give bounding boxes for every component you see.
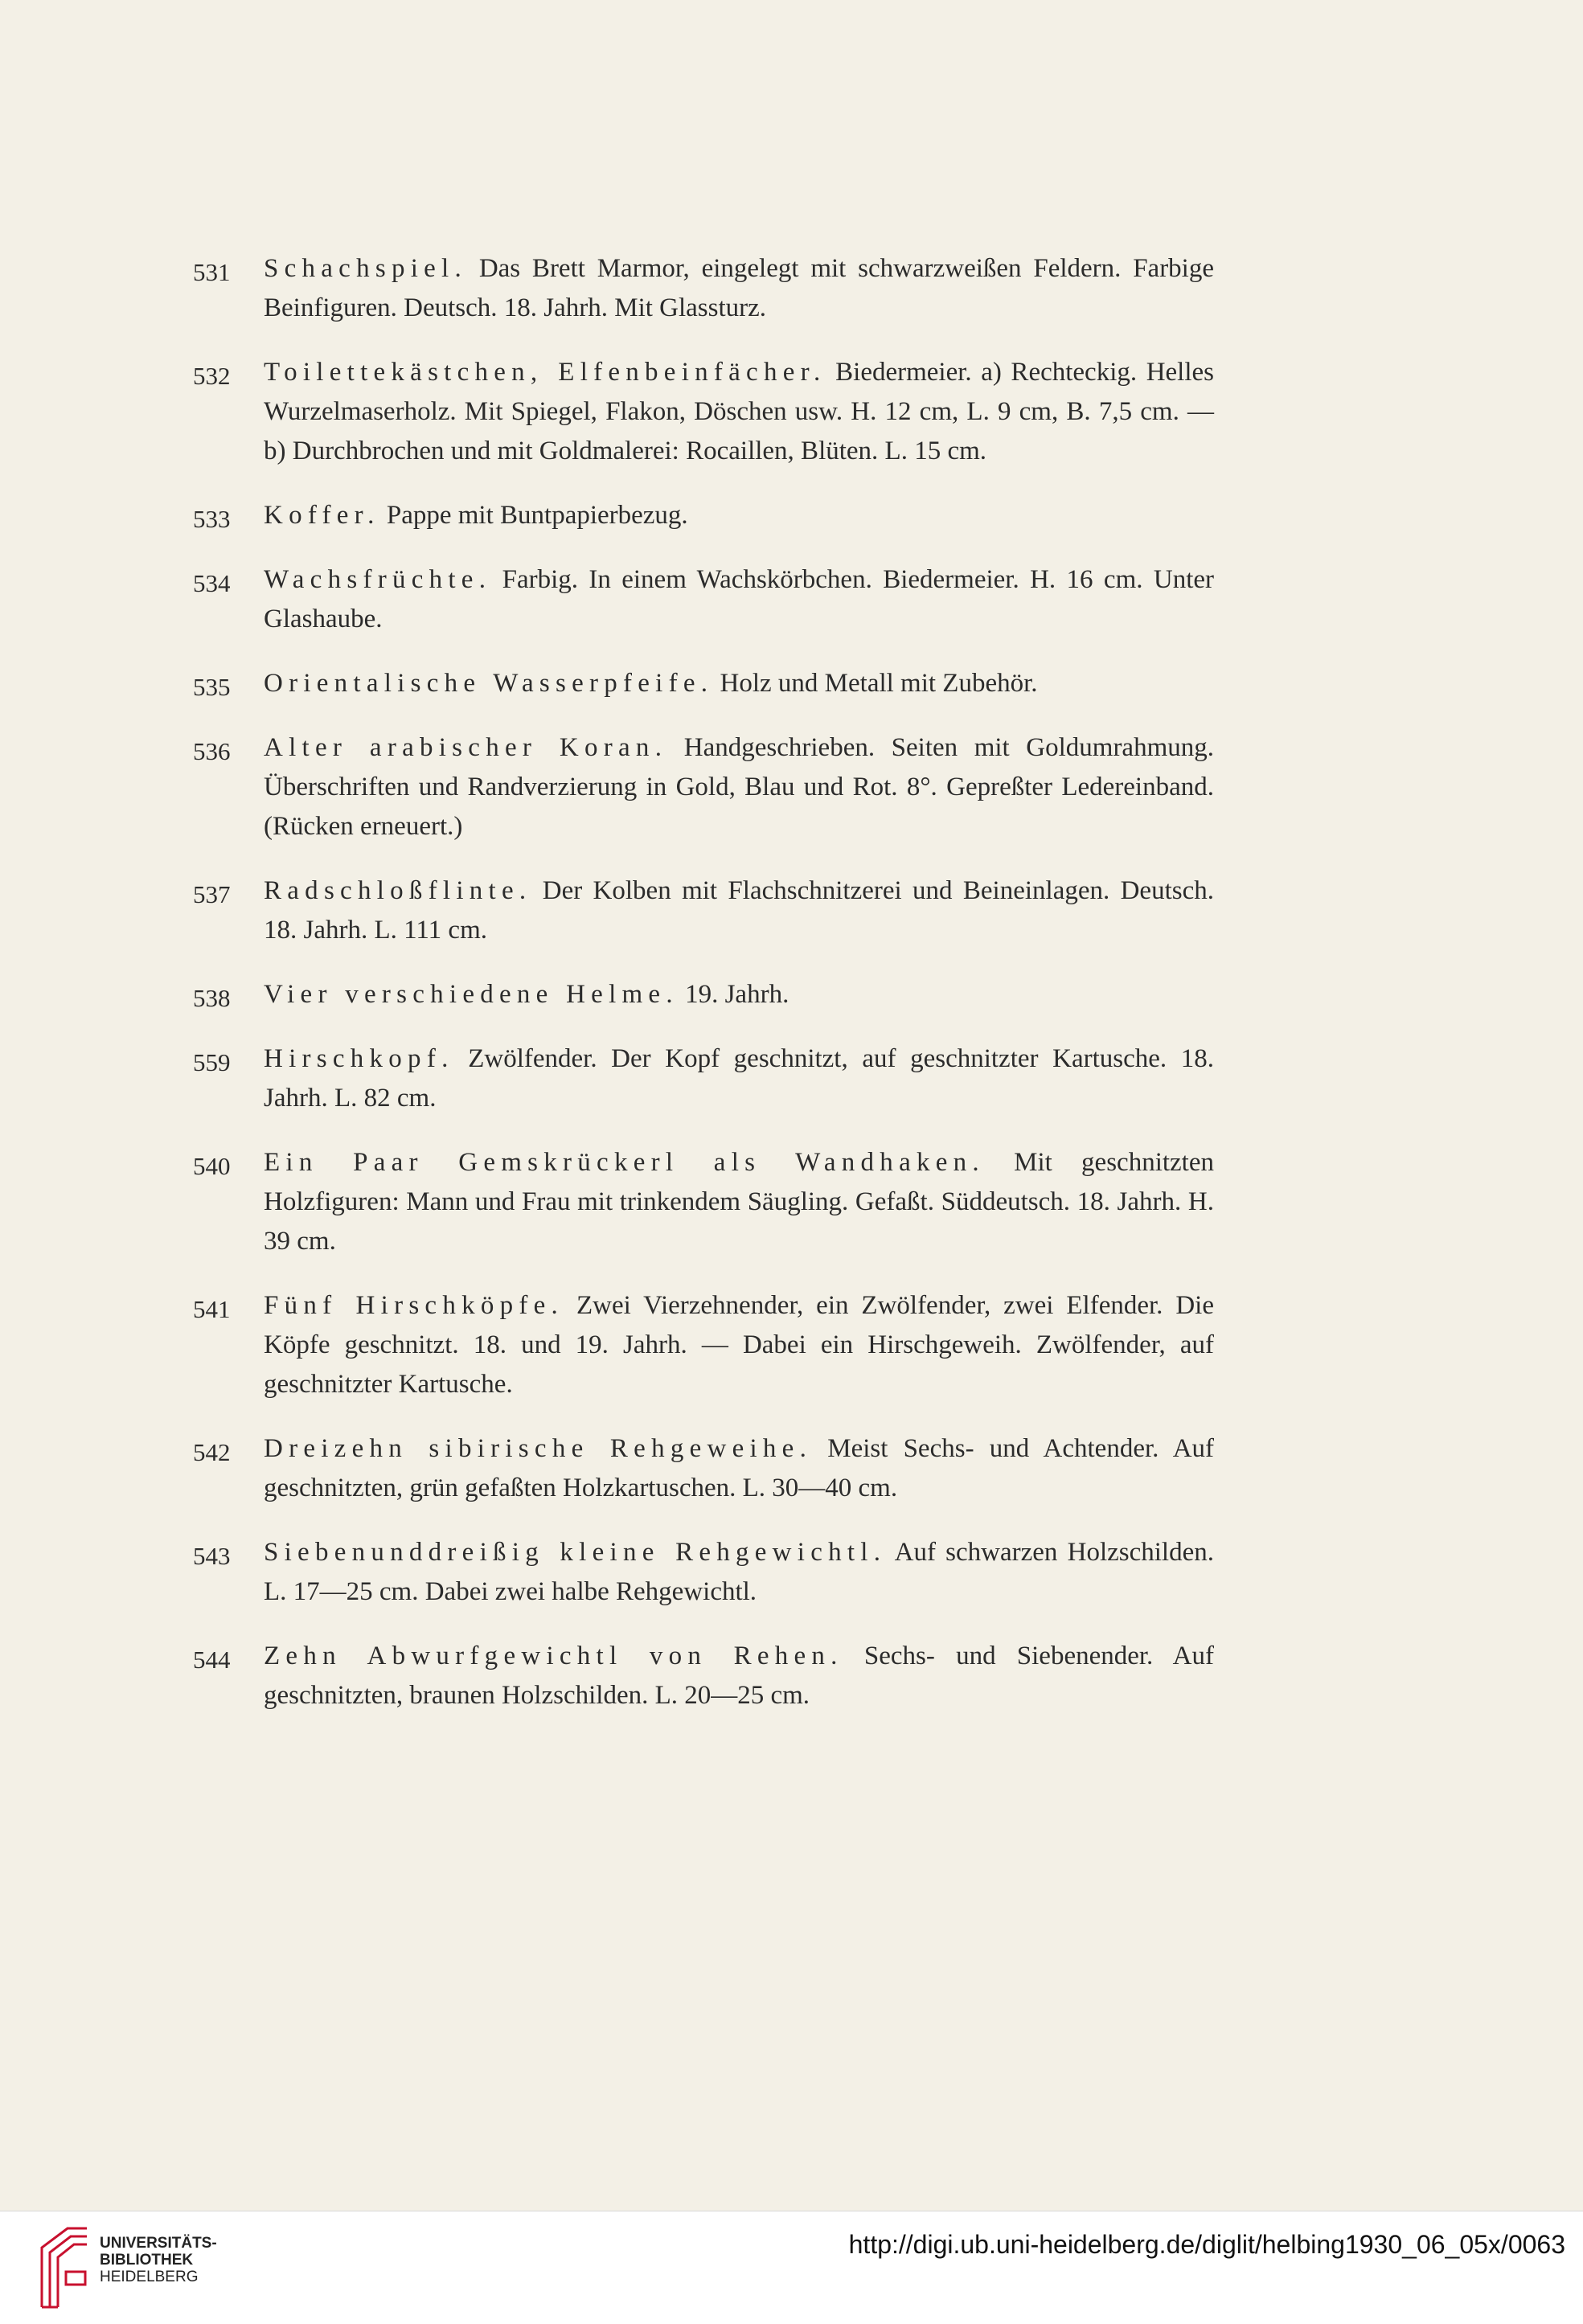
entry-number: 531 bbox=[193, 258, 231, 286]
catalog-entry bbox=[193, 1429, 1214, 1508]
entry-title: Siebenunddreißig kleine Rehgewichtl. bbox=[264, 1538, 887, 1567]
entry-number: 534 bbox=[193, 569, 231, 597]
catalog-entry bbox=[193, 1533, 1214, 1612]
entry-title: Zehn Abwurfgewichtl von Rehen. bbox=[264, 1642, 843, 1670]
entry-description: Das Brett Marmor, eingelegt mit schwarzweißen Feldern. Farbige Beinfiguren. Deutsch. 18. Jahrh. Mit Glassturz. bbox=[264, 254, 1214, 322]
entry-description: Biedermeier. a) Rechteckig. Helles Wurzelmaserholz. Mit Spiegel, Flakon, Döschen usw. H. 12 cm, L. 9 cm, B. 7,5 cm. — b) Durchbrochen und mit Goldmalerei: Rocaillen, Blüten. L. 15 cm. bbox=[264, 358, 1214, 465]
entry-title: Hirschkopf. bbox=[264, 1044, 454, 1073]
entry-description: Holz und Metall mit Zubehör. bbox=[720, 669, 1038, 698]
library-name bbox=[100, 2235, 217, 2285]
catalog-entry bbox=[193, 1637, 1214, 1715]
entry-number: 540 bbox=[193, 1152, 231, 1180]
entry-title: Vier verschiedene Helme. bbox=[264, 980, 679, 1009]
catalog-entry bbox=[193, 249, 1214, 328]
entry-title: Ein Paar Gemskrückerl als Wandhaken. bbox=[264, 1148, 985, 1177]
catalog-entry bbox=[193, 1039, 1214, 1118]
entry-title: Toilettekästchen, Elfenbeinfächer. bbox=[264, 358, 826, 387]
entry-list bbox=[193, 249, 1214, 1715]
entry-number: 559 bbox=[193, 1048, 231, 1076]
catalog-entry bbox=[193, 871, 1214, 950]
entry-description: Mit geschnitzten Holzfiguren: Mann und Frau mit trinkendem Säugling. Gefaßt. Süddeutsch. 18. Jahrh. H. 39 cm. bbox=[264, 1148, 1214, 1256]
entry-description: Farbig. In einem Wachskörbchen. Biedermeier. H. 16 cm. Unter Glashaube. bbox=[264, 565, 1214, 633]
library-name-line2: BIBLIOTHEK bbox=[100, 2252, 194, 2269]
catalog-entry bbox=[193, 728, 1214, 846]
entry-number: 533 bbox=[193, 505, 231, 533]
catalog-entry bbox=[193, 1143, 1214, 1261]
entry-title: Alter arabischer Koran. bbox=[264, 733, 668, 762]
entry-number: 543 bbox=[193, 1542, 231, 1570]
entry-number: 542 bbox=[193, 1438, 231, 1466]
entry-description: Zwölfender. Der Kopf geschnitzt, auf geschnitzter Kartusche. 18. Jahrh. L. 82 cm. bbox=[264, 1044, 1215, 1113]
entry-title: Schachspiel. bbox=[264, 254, 467, 283]
entry-description: Auf schwarzen Holzschilden. L. 17—25 cm. Dabei zwei halbe Rehgewichtl. bbox=[264, 1538, 1214, 1606]
catalog-entry bbox=[193, 664, 1214, 703]
entry-title: Wachsfrüchte. bbox=[264, 565, 492, 594]
library-name-line3: HEIDELBERG bbox=[100, 2269, 199, 2285]
entry-description: Handgeschrieben. Seiten mit Goldumrahmung. Überschriften und Randverzierung in Gold, Blau und Rot. 8°. Gepreßter Ledereinband. (Rücken erneuert.) bbox=[264, 733, 1214, 841]
entry-number: 532 bbox=[193, 362, 231, 390]
library-name-line1: UNIVERSITÄTS- bbox=[100, 2235, 217, 2252]
entry-title: Radschloßflinte. bbox=[264, 876, 532, 905]
entry-title: Koffer. bbox=[264, 501, 380, 530]
catalog-entry bbox=[193, 560, 1214, 639]
entry-description: Pappe mit Buntpapierbezug. bbox=[386, 501, 688, 530]
entry-number: 537 bbox=[193, 880, 231, 908]
entry-description: Zwei Vierzehnender, ein Zwölfender, zwei Elfender. Die Köpfe geschnitzt. 18. und 19. Jahrh. — Dabei ein Hirschgeweih. Zwölfender, auf geschnitzter Kartusche. bbox=[264, 1291, 1214, 1399]
footer-bar bbox=[0, 2211, 1583, 2324]
catalog-entry bbox=[193, 496, 1214, 535]
source-url-link[interactable]: http://digi.ub.uni-heidelberg.de/diglit/helbing1930_06_05x/0063 bbox=[848, 2230, 1565, 2259]
entry-title: Dreizehn sibirische Rehgeweihe. bbox=[264, 1434, 813, 1463]
entry-description: Meist Sechs- und Achtender. Auf geschnitzten, grün gefaßten Holzkartuschen. L. 30—40 cm. bbox=[264, 1434, 1215, 1502]
entry-number: 535 bbox=[193, 673, 231, 701]
entry-number: 536 bbox=[193, 737, 231, 765]
entry-number: 538 bbox=[193, 984, 231, 1012]
entry-title: Orientalische Wasserpfeife. bbox=[264, 669, 714, 698]
catalog-entry bbox=[193, 353, 1214, 471]
entry-number: 541 bbox=[193, 1295, 231, 1323]
entry-description: Sechs- und Siebenender. Auf geschnitzten, braunen Holzschilden. L. 20—25 cm. bbox=[264, 1642, 1214, 1710]
ub-heidelberg-logo-icon[interactable] bbox=[35, 2224, 92, 2310]
catalog-entry bbox=[193, 975, 1214, 1014]
entry-description: Der Kolben mit Flachschnitzerei und Beineinlagen. Deutsch. 18. Jahrh. L. 111 cm. bbox=[264, 876, 1214, 945]
entry-title: Fünf Hirschköpfe. bbox=[264, 1291, 564, 1320]
entry-description: 19. Jahrh. bbox=[685, 980, 789, 1009]
catalog-entry bbox=[193, 1286, 1214, 1404]
entry-number: 544 bbox=[193, 1646, 231, 1674]
